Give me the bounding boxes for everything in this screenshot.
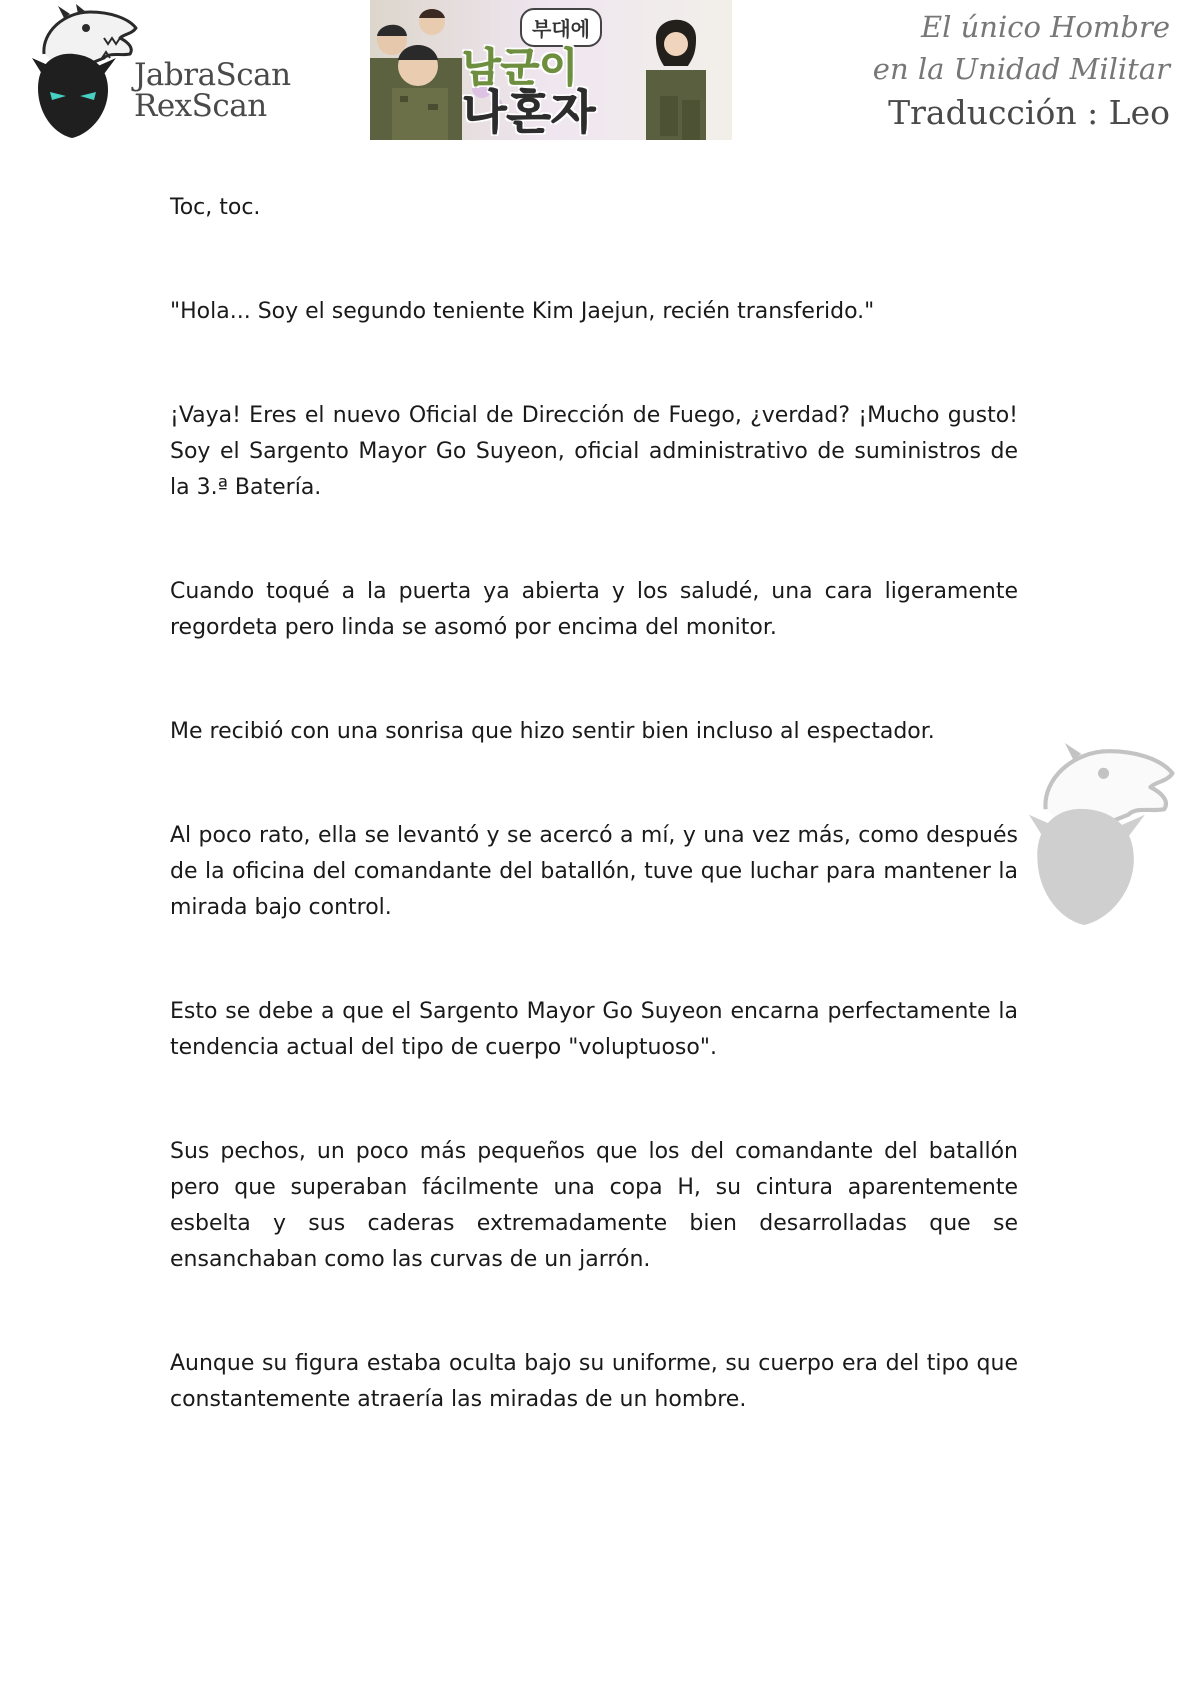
watermark-logo-icon	[1018, 724, 1178, 944]
cover-banner	[370, 0, 732, 140]
series-title-block	[873, 6, 1170, 136]
brand-line-1: JabraScan	[134, 57, 291, 93]
paragraph: Me recibió con una sonrisa que hizo sentir bien incluso al espectador.	[170, 719, 935, 744]
paragraph: Cuando toqué a la puerta ya abierta y los saludé, una cara ligeramente regordeta pero linda se asomó por encima del monitor.	[170, 579, 1018, 640]
paragraph: Toc, toc.	[170, 195, 261, 220]
brand-name	[134, 57, 291, 124]
brand-line-2: RexScan	[134, 88, 267, 124]
paragraph: Al poco rato, ella se levantó y se acercó a mí, y una vez más, como después de la oficina del comandante del batallón, tuve que luchar para mantener la mirada bajo control.	[170, 823, 1018, 920]
series-title-line-2: en la Unidad Militar	[872, 52, 1170, 86]
page-header	[0, 0, 1190, 150]
banner-title-line-1: 남군이	[462, 45, 578, 91]
paragraph: Esto se debe a que el Sargento Mayor Go Suyeon encarna perfectamente la tendencia actual del tipo de cuerpo "voluptuoso".	[170, 999, 1018, 1060]
banner-title-line-2: 나혼자	[462, 85, 596, 139]
paragraph: Aunque su figura estaba oculta bajo su uniforme, su cuerpo era del tipo que constantemente atraería las miradas de un hombre.	[170, 1351, 1018, 1412]
paragraph: ¡Vaya! Eres el nuevo Oficial de Dirección de Fuego, ¿verdad? ¡Mucho gusto! Soy el Sargento Mayor Go Suyeon, oficial administrativo de suministros de la 3.ª Batería.	[170, 403, 1018, 500]
translator-credit: Traducción : Leo	[888, 93, 1170, 132]
chapter-text	[170, 190, 1018, 1486]
banner-title	[462, 45, 596, 139]
dinosaur-logo-icon	[24, 4, 140, 140]
paragraph: Sus pechos, un poco más pequeños que los del comandante del batallón pero que superaban fácilmente una copa H, su cintura aparentemente esbelta y sus caderas extremadamente bien desarrolladas que se ensanchaban como las curvas de un jarrón.	[170, 1139, 1018, 1272]
paragraph: "Hola... Soy el segundo teniente Kim Jaejun, recién transferido."	[170, 299, 875, 324]
banner-pill-label: 부대에	[520, 8, 602, 47]
series-title-line-1: El único Hombre	[920, 10, 1170, 44]
